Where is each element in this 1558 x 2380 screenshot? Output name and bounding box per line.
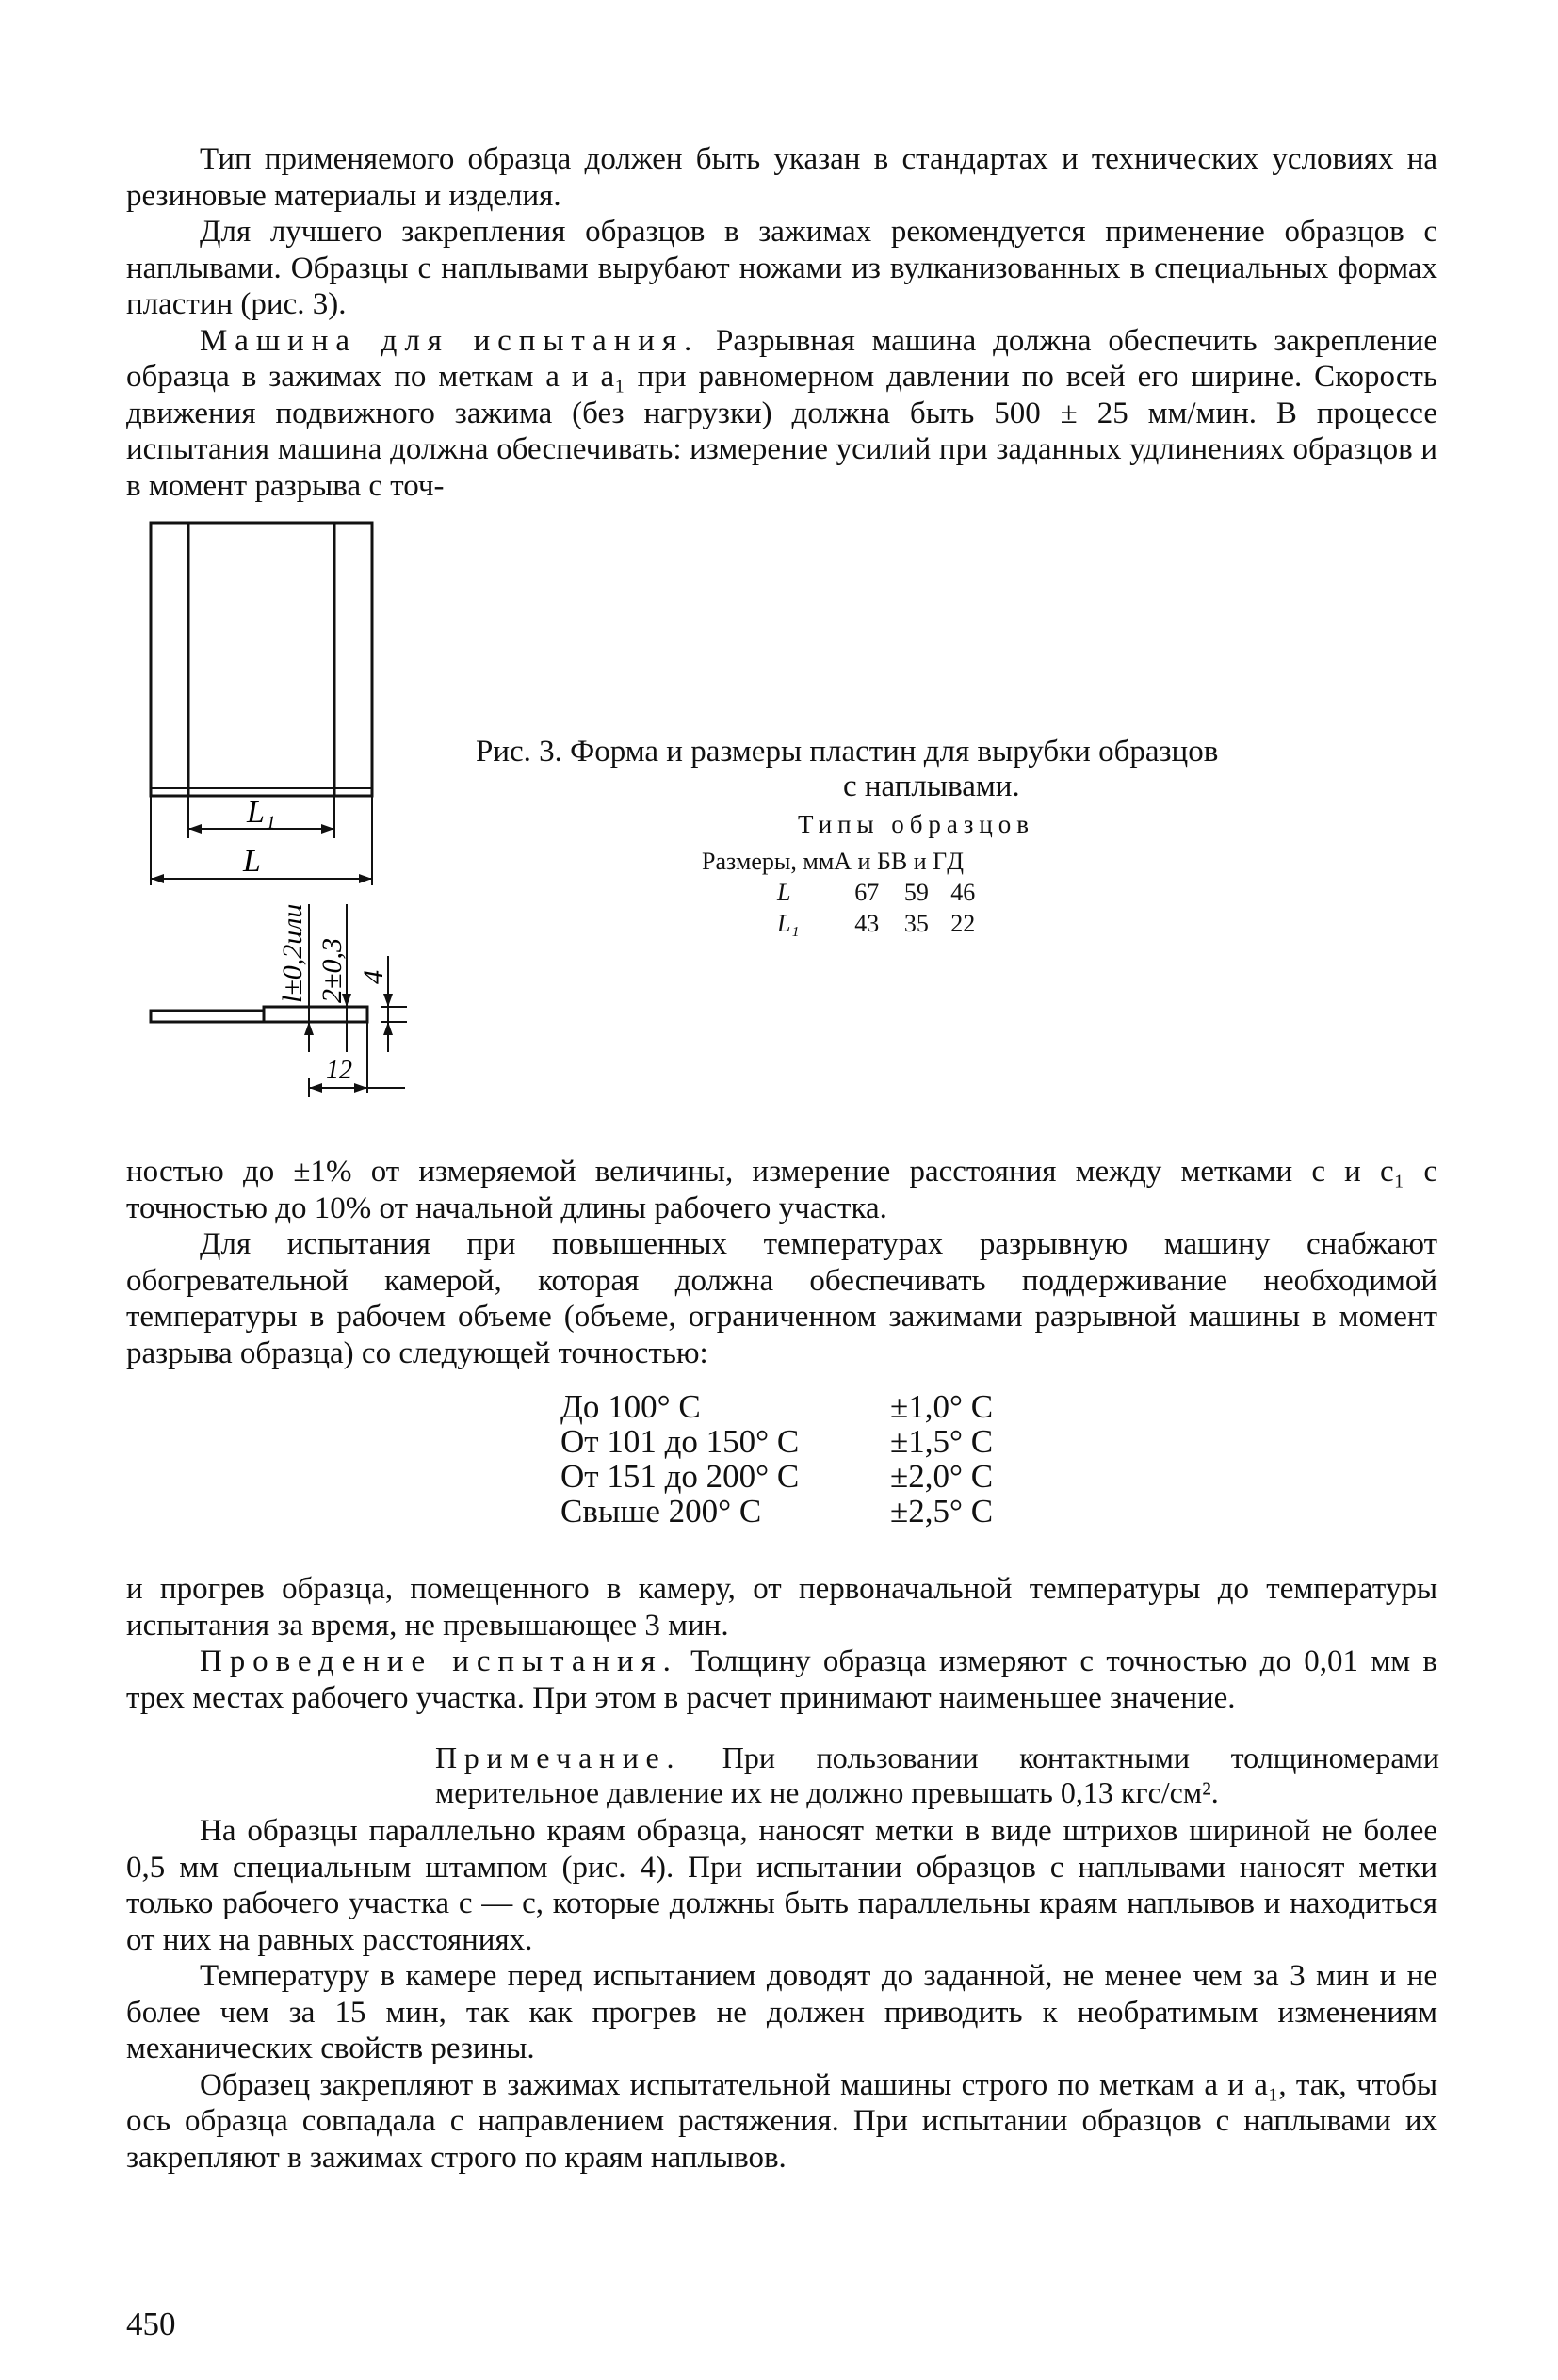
paragraph: Проведение испытания. Толщину образца измеряют с точностью до 0,01 мм в трех местах рабочего участка. При этом в расчет принимают наименьшее значение. [126, 1644, 1437, 1715]
table-cell: От 151 до 200° С [560, 1458, 800, 1495]
paragraph: Температуру в камере перед испытанием доводят до заданной, не менее чем за 3 мин и не более чем за 15 мин, так как прогрев не должен приводить к необратимым изменениям механических свойств резины. [126, 1959, 1437, 2065]
page-number: 450 [126, 2306, 176, 2342]
bottom-text-block [126, 1813, 1437, 2176]
table-cell: L [777, 878, 791, 906]
table-cell: 35 [903, 909, 929, 937]
table-cell: От 101 до 150° С [560, 1423, 800, 1460]
types-header: Типы образцов [798, 810, 1034, 838]
table-cell: L₁ [777, 909, 800, 937]
table-cell: 22 [950, 909, 976, 937]
table-row [560, 1459, 993, 1494]
table-head-cell: В и Г [890, 847, 948, 875]
paragraph: Образец закрепляют в зажимах испытательной машины строго по меткам a и a₁, так, чтобы ось образца совпадала с направлением растяжения. При испытании образцов с наплывами их закрепляют в зажимах строго по краям наплывов. [126, 2067, 1437, 2175]
table-row [560, 1389, 993, 1424]
table-head-cell: А и Б [834, 847, 891, 875]
paragraph: и прогрев образца, помещенного в камеру, от первоначальной температуры до температуры испытания за время, не превышающее 3 мин. [126, 1572, 1437, 1643]
specimen-plate-diagram [141, 513, 452, 1097]
label-L: L [243, 844, 261, 879]
table-cell: Свыше 200° С [560, 1493, 762, 1530]
sizes-grid [702, 846, 975, 939]
note-paragraph: Примечание. При пользовании контактными толщиномерами мерительное давление их не должно превышать 0,13 кгс/см². [435, 1740, 1439, 1809]
plate-outline [151, 523, 372, 796]
paragraph: Для лучшего закрепления образцов в зажимах рекомендуется применение образцов с наплывами. Образцы с наплывами вырубают ножами из вулканизованных в специальных формах пластин (рис. 3). [126, 215, 1437, 321]
table-cell: 59 [903, 878, 929, 906]
table-cell: 43 [854, 909, 880, 937]
top-text-block [126, 141, 1437, 504]
figure-caption [476, 735, 1446, 804]
label-4: 4 [358, 970, 389, 984]
after-temps-text-block [126, 1571, 1437, 1716]
paragraph: На образцы параллельно краям образца, наносят метки в виде штрихов шириной не более 0,5 мм специальным штампом (рис. 4). При испытании образцов с наплывами наносят метки только рабочего участка c — c, которые должны быть параллельны краям наплывов и находиться от них на равных расстояниях. [126, 1814, 1437, 1957]
paragraph: Для испытания при повышенных температурах разрывную машину снабжают обогревательной камерой, которая должна обеспечивать поддерживание необходимой температуры в рабочем объеме (объеме, ограниченном зажимами разрывной машины в момент разрыва образца) со следующей точностью: [126, 1227, 1437, 1370]
paragraph: Машина для испытания. Разрывная машина должна обеспечить закрепление образца в зажимах по меткам a и a₁ при равномерном давлении по всей его ширине. Скорость движения подвижного зажима (без нагрузки) должна быть 500 ± 25 мм/мин. В процессе испытания машина должна обеспечивать: измерение усилий при заданных удлинениях образцов и в момент разрыва с точ- [126, 323, 1437, 503]
mid-text-block [126, 1154, 1437, 1371]
table-row [560, 1494, 993, 1529]
paragraph: ностью до ±1% от измеряемой величины, измерение расстояния между метками c и c₁ с точностью до 10% от начальной длины рабочего участка. [126, 1155, 1437, 1225]
table-cell: До 100° С [560, 1388, 701, 1425]
table-cell: ±2,0° С [890, 1458, 994, 1495]
table-cell: ±1,5° С [890, 1423, 994, 1460]
paragraph: Тип применяемого образца должен быть указан в стандартах и технических условиях на резиновые материалы и изделия. [126, 142, 1437, 213]
note-block [435, 1740, 1439, 1810]
table-head-cell: Размеры, мм [702, 847, 835, 875]
label-step: 2±0,3 [316, 938, 348, 1003]
caption-line-1: Рис. 3. Форма и размеры пластин для вырубки образцов [476, 735, 1219, 769]
caption-line-2: с наплывами. [843, 769, 1020, 803]
section-lead: Машина для испытания. [200, 323, 700, 358]
table-cell: 67 [854, 878, 880, 906]
table-row [560, 1424, 993, 1459]
temperature-table [560, 1389, 993, 1529]
note-lead: Примечание. [435, 1740, 682, 1774]
profile-thin [151, 1011, 264, 1022]
label-L1: L₁ [247, 795, 276, 830]
profile-thick [264, 1007, 367, 1022]
table-cell: 46 [950, 878, 976, 906]
table-cell: ±2,5° С [890, 1493, 994, 1530]
table-cell: ±1,0° С [890, 1388, 994, 1425]
label-thickness: l±0,2или [277, 903, 308, 1003]
label-12: 12 [326, 1056, 352, 1085]
table-head-cell: Д [947, 847, 964, 875]
section-lead: Проведение испытания. [200, 1644, 678, 1678]
figure-3-drawing [141, 513, 452, 1097]
